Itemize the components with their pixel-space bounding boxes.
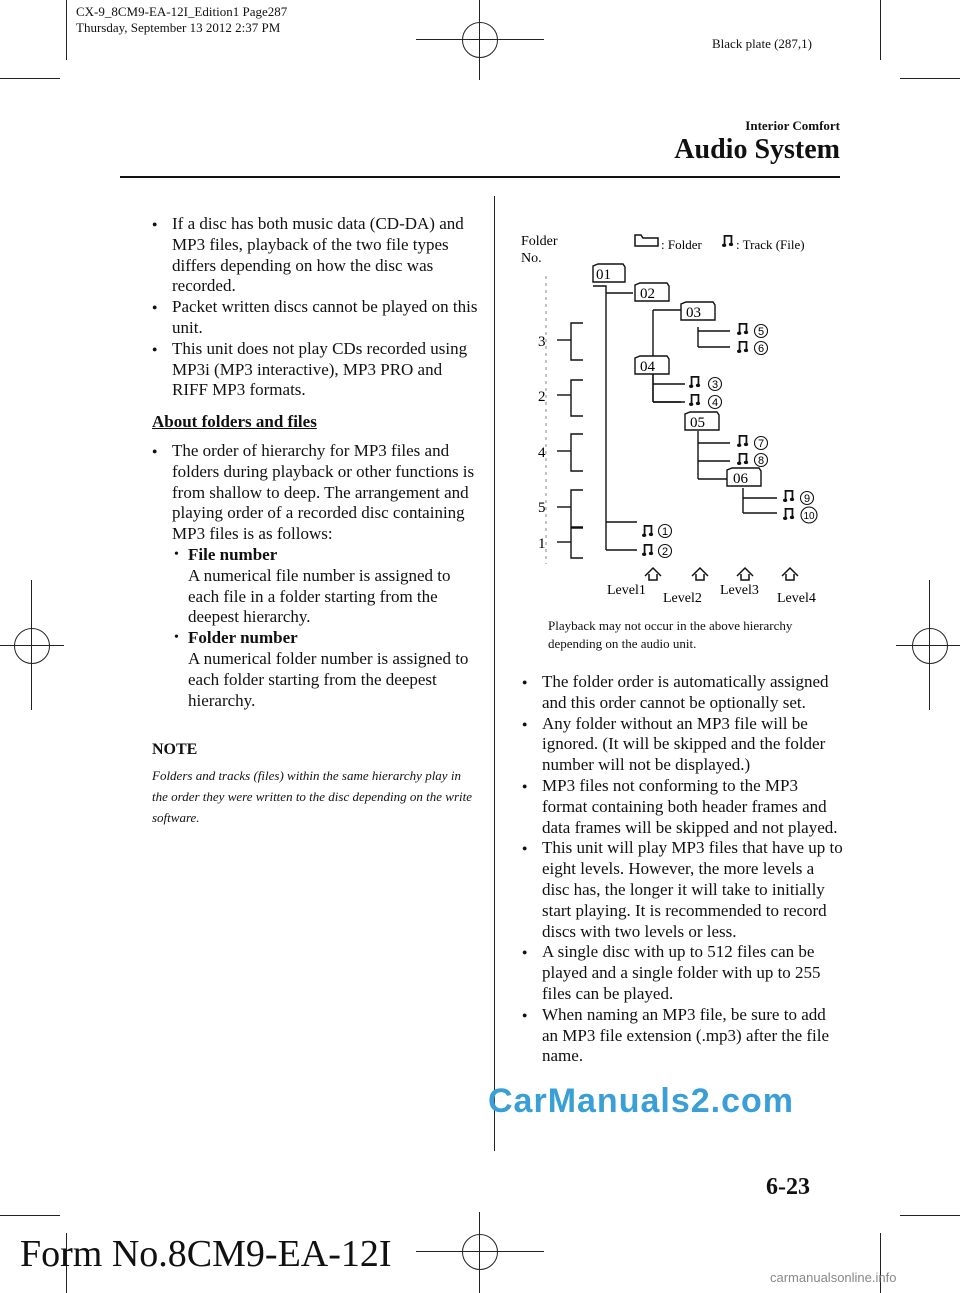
note-heading: NOTE (152, 741, 198, 758)
page-number: 6-23 (766, 1174, 810, 1200)
registration-mark (462, 1234, 498, 1270)
folder-number-labels (538, 334, 546, 552)
crop-mark (0, 78, 60, 79)
track-number: 5 (757, 326, 765, 338)
track-item (642, 525, 672, 539)
track-item (737, 323, 768, 338)
track-item (783, 490, 814, 505)
level-labels (607, 583, 816, 606)
level-label: Level4 (777, 591, 816, 606)
folder-number: 3 (538, 334, 546, 350)
folder-label: 02 (640, 286, 655, 302)
registration-mark (416, 39, 544, 40)
file-number-item (172, 545, 482, 628)
track-number: 2 (661, 546, 669, 558)
level-label: Level3 (720, 583, 759, 598)
file-number-label: • File number (188, 544, 278, 564)
list-item: ● When naming an MP3 file, be sure to add an MP3 file extension (.mp3) after the file name. (522, 1005, 844, 1067)
diagram-caption: Playback may not occur in the above hierarchy depending on the audio unit. (548, 618, 793, 651)
list-item: ● This unit does not play CDs recorded using MP3i (MP3 interactive), MP3 PRO and RIFF MP3 formats. (152, 339, 482, 401)
watermark-logo: CarManuals2.com (488, 1082, 794, 1120)
music-note-icon (783, 508, 794, 520)
crop-mark (0, 1215, 60, 1216)
page-title: Audio System (674, 134, 840, 165)
up-arrow-icon (737, 568, 753, 580)
level-label: Level2 (663, 591, 702, 606)
list-item: ● Packet written discs cannot be played on this unit. (152, 297, 482, 339)
folder-box (685, 412, 719, 431)
header-rule (120, 176, 840, 178)
folder-number-item (172, 628, 482, 711)
folders-bullet-text: The order of hierarchy for MP3 files and folders during playback or other functions is from shallow to deep. The arrangement and playing order of a recorded disc containing MP3 files is as follows: (172, 441, 475, 544)
folder-label: 06 (733, 471, 748, 487)
folder-label: 01 (596, 267, 611, 283)
folder-number: 2 (538, 389, 546, 405)
music-note-icon (722, 235, 733, 247)
note-text: Folders and tracks (files) within the same hierarchy play in the order they were written to the disc depending on the write software. (152, 768, 473, 825)
track-number: 9 (803, 493, 811, 505)
folder-no-label: Folder (521, 234, 558, 249)
folder-box (635, 283, 669, 302)
plate-meta-line2: Thursday, September 13 2012 2:37 PM (76, 20, 281, 35)
music-note-icon (642, 525, 653, 537)
track-item (737, 453, 768, 467)
list-item: ● Any folder without an MP3 file will be ignored. (It will be skipped and the folder number will not be displayed.) (522, 714, 844, 776)
up-arrow-icon (692, 568, 708, 580)
folder-label: 03 (686, 305, 701, 321)
track-item (642, 544, 672, 558)
folder-no-label-2: No. (521, 251, 542, 266)
registration-mark (31, 580, 32, 710)
registration-mark (929, 580, 930, 710)
music-note-icon (689, 394, 700, 406)
list-item: ● A single disc with up to 512 files can be played and a single folder with up to 255 files can be played. (522, 942, 844, 1004)
track-item (737, 435, 768, 450)
legend-track-label: : Track (File) (736, 237, 805, 252)
registration-mark (912, 628, 948, 664)
music-note-icon (689, 376, 700, 388)
folder-hierarchy-diagram (505, 226, 845, 611)
folder-box (635, 356, 669, 375)
registration-mark (462, 22, 498, 58)
folders (593, 264, 761, 487)
file-number-text: A numerical file number is assigned to each file in a folder starting from the deepest hierarchy. (188, 565, 451, 627)
list-item: ● If a disc has both music data (CD-DA) and MP3 files, playback of the two file types differs depending on how the disc was recorded. (152, 214, 482, 297)
form-number: Form No.8CM9-EA-12I (20, 1233, 392, 1275)
track-number: 3 (711, 379, 719, 391)
folders-heading: About folders and files (152, 412, 317, 431)
registration-mark (0, 645, 64, 646)
music-note-icon (642, 544, 653, 556)
track-number: 1 (661, 526, 669, 538)
section-label: Interior Comfort (745, 118, 840, 133)
plate-meta (76, 4, 287, 36)
crop-mark (880, 0, 881, 60)
crop-mark (66, 0, 67, 60)
registration-mark (14, 628, 50, 664)
plate-label: Black plate (287,1) (712, 36, 812, 51)
column-divider (494, 196, 495, 1151)
track-item (689, 376, 722, 391)
up-arrow-icon (645, 568, 661, 580)
watermark-site: carmanualsonline.info (770, 1270, 897, 1285)
list-item: ● The folder order is automatically assigned and this order cannot be optionally set. (522, 672, 844, 714)
folder-box (593, 264, 625, 283)
crop-mark (900, 1215, 960, 1216)
folder-number: 5 (538, 500, 546, 516)
music-note-icon (737, 453, 748, 465)
registration-mark (896, 645, 960, 646)
folder-number: 1 (538, 536, 546, 552)
plate-meta-line1: CX-9_8CM9-EA-12I_Edition1 Page287 (76, 4, 288, 19)
folder-icon (635, 235, 658, 246)
legend-folder-label: : Folder (661, 237, 702, 252)
right-column (522, 672, 844, 1067)
folder-label: 04 (640, 359, 655, 375)
registration-mark (479, 1212, 480, 1293)
folder-label: 05 (690, 415, 705, 431)
crop-mark (900, 78, 960, 79)
list-item (152, 441, 482, 711)
folder-number-label: • Folder number (188, 628, 298, 648)
music-note-icon (737, 341, 748, 353)
level-arrows (645, 568, 798, 580)
track-item (783, 507, 817, 523)
folder-number-brackets (557, 323, 583, 558)
folders-section (152, 441, 482, 711)
level-label: Level1 (607, 583, 646, 598)
list-item: ● MP3 files not conforming to the MP3 format containing both header frames and data frames will be skipped and not played. (522, 776, 844, 838)
list-item: ● This unit will play MP3 files that have up to eight levels. However, the more levels a disc has, the longer it will take to initially start playing. It is recommended to record discs with two levels or less. (522, 838, 844, 942)
track-number: 7 (757, 438, 765, 450)
left-column (152, 214, 482, 401)
up-arrow-icon (782, 568, 798, 580)
track-item (737, 341, 768, 355)
music-note-icon (783, 490, 794, 502)
track-number: 10 (803, 511, 815, 522)
folder-number: 4 (538, 445, 546, 461)
track-number: 4 (711, 397, 719, 409)
folder-box (681, 302, 715, 321)
folder-box (727, 468, 761, 487)
track-number: 8 (757, 455, 765, 467)
registration-mark (416, 1251, 544, 1252)
folder-number-text: A numerical folder number is assigned to each folder starting from the deepest hierarchy. (188, 648, 469, 710)
music-note-icon (737, 323, 748, 335)
track-number: 6 (757, 343, 765, 355)
track-item (689, 394, 722, 409)
music-note-icon (737, 435, 748, 447)
registration-mark (479, 0, 480, 80)
